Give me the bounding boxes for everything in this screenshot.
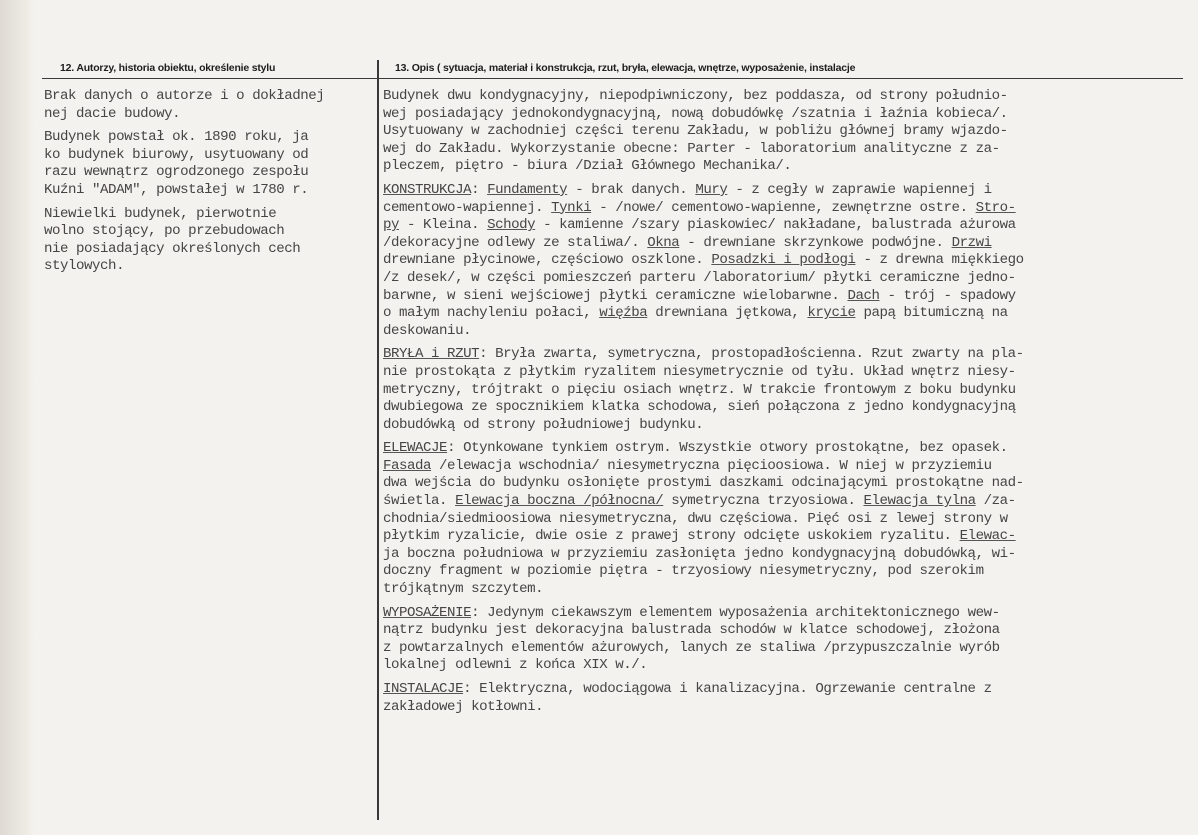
- label-elewacje: ELEWACJE: [383, 440, 448, 457]
- text-line: lokalnej odlewni z końca XIX w./.: [383, 657, 648, 674]
- label-stropy-part2: py: [383, 217, 400, 234]
- text-line: dobudówką od strony południowej budynku.: [383, 416, 704, 433]
- text-fragment: - kamienne /szary piaskowiec/ nakładane, balustrada ażurowa: [535, 217, 1016, 234]
- text-line: [383, 182, 1185, 200]
- label-elewacja-poludniowa: Elewac-: [959, 528, 1016, 545]
- text-fragment: :: [471, 181, 488, 198]
- text-fragment: papą bitumiczną na: [855, 305, 1008, 322]
- text-line: Budynek dwu kondygnacyjny, niepodpiwniczony, bez poddasza, od strony południo-: [383, 88, 1008, 104]
- text-fragment: /za-: [975, 493, 1016, 510]
- text-fragment: - drewniane skrzynkowe podwójne.: [679, 234, 952, 251]
- text-line: nie prostokąta z płytkim ryzalitem niesymetrycznie od tyłu. Układ wnętrz niesy-: [383, 363, 1016, 380]
- section-instalacje: [383, 681, 1185, 716]
- text-line: stylowych.: [44, 258, 125, 275]
- text-line: Kuźni "ADAM", powstałej w 1780 r.: [44, 181, 309, 198]
- text-line: [383, 493, 1185, 511]
- label-fasada: Fasada: [383, 457, 432, 474]
- paragraph-general-description: [383, 88, 1185, 176]
- text-line: ko budynek biurowy, usytuowany od: [44, 146, 309, 163]
- section-elewacje: [383, 440, 1185, 598]
- text-line: nątrz budynku jest dekoracyjna balustrada schodów w klatce schodowej, złożona: [383, 622, 1000, 639]
- text-line: nie posiadający określonych cech: [44, 240, 301, 257]
- label-instalacje: INSTALACJE: [383, 681, 464, 697]
- text-line: ja boczna południowa w przyziemiu zasłonięta jedno kondygnacyjną dobudówką, wi-: [383, 545, 1016, 562]
- left-column: [44, 88, 377, 282]
- text-line: pleczem, piętro - biura /Dział Głównego Mechanika/.: [383, 158, 792, 175]
- text-line: deskowaniu.: [383, 322, 472, 339]
- text-line: [383, 305, 1185, 323]
- text-fragment: /elewacja wschodnia/ niesymetryczna pięcioosiowa. W niej w przyziemiu: [431, 457, 992, 474]
- text-line: nej dacie budowy.: [44, 105, 181, 122]
- text-fragment: /dekoracyjne odlewy ze staliwa/.: [383, 234, 648, 251]
- label-fundamenty: Fundamenty: [487, 181, 568, 198]
- text-fragment: - brak danych.: [567, 181, 696, 198]
- label-konstrukcja: KONSTRUKCJA: [383, 181, 472, 198]
- text-line: [383, 288, 1185, 306]
- text-fragment: - /nowe/ cementowo-wapienne, zewnętrzne ostre.: [591, 199, 976, 216]
- text-line: chodnia/siedmioosiowa niesymetryczna, dwu częściowa. Pięć osi z lewej strony w: [383, 510, 1008, 527]
- text-fragment: - z drewna miękkiego: [855, 252, 1024, 269]
- text-fragment: o małym nachyleniu połaci,: [383, 305, 600, 322]
- text-line: [383, 458, 1185, 476]
- label-elewacja-tylna: Elewacja tylna: [863, 493, 976, 510]
- text-fragment: symetryczna trzyosiowa.: [663, 493, 864, 510]
- text-line: razu wewnątrz ogrodzonego zespołu: [44, 164, 309, 181]
- label-dach: Dach: [847, 287, 880, 304]
- label-bryla-i-rzut: BRYŁA i RZUT: [383, 346, 480, 363]
- header-rule-right: [379, 78, 1183, 79]
- text-fragment: - trój - spadowy: [879, 287, 1016, 304]
- text-line: Niewielki budynek, pierwotnie: [44, 205, 277, 222]
- text-fragment: płytkim ryzalicie, dwie osie z prawej strony odcięte uskokiem ryzalitu.: [383, 528, 960, 545]
- label-tynki: Tynki: [551, 199, 592, 216]
- text-line: wolno stojący, po przebudowach: [44, 223, 285, 240]
- text-line: wej posiadający jednokondygnacyjną, nową dobudówkę /szatnia i łaźnia kobieca/.: [383, 105, 1008, 122]
- text-fragment: - Kleina.: [399, 217, 488, 234]
- label-schody: Schody: [487, 217, 536, 234]
- text-line: dwa wejścia do budynku osłonięte prostymi daszkami odcinającymi prostokątne nad-: [383, 475, 1024, 492]
- text-line: metryczny, trójtrakt o pięciu osiach wnętrz. W trakcie frontowym z boku budynku: [383, 381, 1016, 398]
- text-fragment: świetla.: [383, 493, 456, 510]
- text-fragment: barwne, w sieni wejściowej płytki ceramiczne wielobarwne.: [383, 287, 848, 304]
- header-rule-left: [42, 78, 377, 79]
- text-fragment: drewniana jętkowa,: [647, 305, 808, 322]
- text-line: [383, 528, 1185, 546]
- text-line: [383, 235, 1185, 253]
- label-mury: Mury: [695, 181, 728, 198]
- text-line: doczny fragment w poziomie piętra - trzyosiowy niesymetryczny, pod szerokim: [383, 563, 984, 580]
- label-elewacja-boczna: Elewacja boczna /północna/: [455, 493, 664, 510]
- text-line: Budynek powstał ok. 1890 roku, ja: [44, 129, 309, 146]
- section-wyposazenie: [383, 605, 1185, 675]
- text-line: [383, 681, 1185, 699]
- text-fragment: : Bryła zwarta, symetryczna, prostopadłościenna. Rzut zwarty na pla-: [479, 346, 1024, 363]
- paragraph-history: [44, 129, 377, 199]
- right-column: [383, 88, 1185, 722]
- column-divider: [377, 60, 379, 820]
- text-line: [383, 217, 1185, 235]
- label-krycie: krycie: [807, 305, 856, 322]
- label-drzwi: Drzwi: [951, 234, 992, 251]
- label-wyposazenie: WYPOSAŻENIE: [383, 604, 472, 621]
- text-line: Brak danych o autorze i o dokładnej: [44, 88, 325, 104]
- paragraph-author: [44, 88, 377, 123]
- text-line: wej do Zakładu. Wykorzystanie obecne: Parter - laboratorium analityczne z za-: [383, 140, 1000, 157]
- text-fragment: : Elektryczna, wodociągowa i kanalizacyjna. Ogrzewanie centralne z: [463, 681, 992, 697]
- text-fragment: cementowo-wapiennej.: [383, 199, 552, 216]
- text-fragment: : Otynkowane tynkiem ostrym. Wszystkie otwory prostokątne, bez opasek.: [447, 440, 1008, 457]
- text-line: z powtarzalnych elementów ażurowych, lanych ze staliwa /przypuszczalnie wyrób: [383, 639, 1000, 656]
- text-line: zakładowej kotłowni.: [383, 698, 544, 715]
- text-line: [383, 200, 1185, 218]
- header-description: 13. Opis ( sytuacja, materiał i konstrukcja, rzut, bryła, elewacja, wnętrze, wyposażenie, instalacje: [395, 62, 856, 74]
- text-line: /z desek/, w części pomieszczeń parteru /laboratorium/ płytki ceramiczne jedno-: [383, 269, 1016, 286]
- scan-edge-shadow: [0, 0, 34, 835]
- section-konstrukcja: [383, 182, 1185, 340]
- text-fragment: - z cegły w zaprawie wapiennej i: [727, 181, 992, 198]
- section-bryla-i-rzut: [383, 346, 1185, 434]
- text-fragment: drewniane płycinowe, częściowo oszklone.: [383, 252, 712, 269]
- paragraph-style: [44, 206, 377, 276]
- label-okna: Okna: [647, 234, 680, 251]
- text-line: [383, 346, 1185, 364]
- header-authors-history: 12. Autorzy, historia obiektu, określenie stylu: [60, 62, 276, 74]
- text-line: Usytuowany w zachodniej części terenu Zakładu, w pobliżu głównej bramy wjazdo-: [383, 123, 1008, 140]
- text-line: [383, 440, 1185, 458]
- label-posadzki: Posadzki i podłogi: [711, 252, 856, 269]
- label-stropy-part1: Stro-: [975, 199, 1016, 216]
- text-line: [383, 605, 1185, 623]
- text-line: trójkątnym szczytem.: [383, 581, 544, 598]
- text-line: dwubiegowa ze spocznikiem klatka schodowa, sień połączona z jedno kondygnacyjną: [383, 399, 1016, 416]
- text-fragment: : Jedynym ciekawszym elementem wyposażenia architektonicznego wew-: [471, 604, 1000, 621]
- label-wiezba: więźba: [599, 305, 648, 322]
- text-line: [383, 252, 1185, 270]
